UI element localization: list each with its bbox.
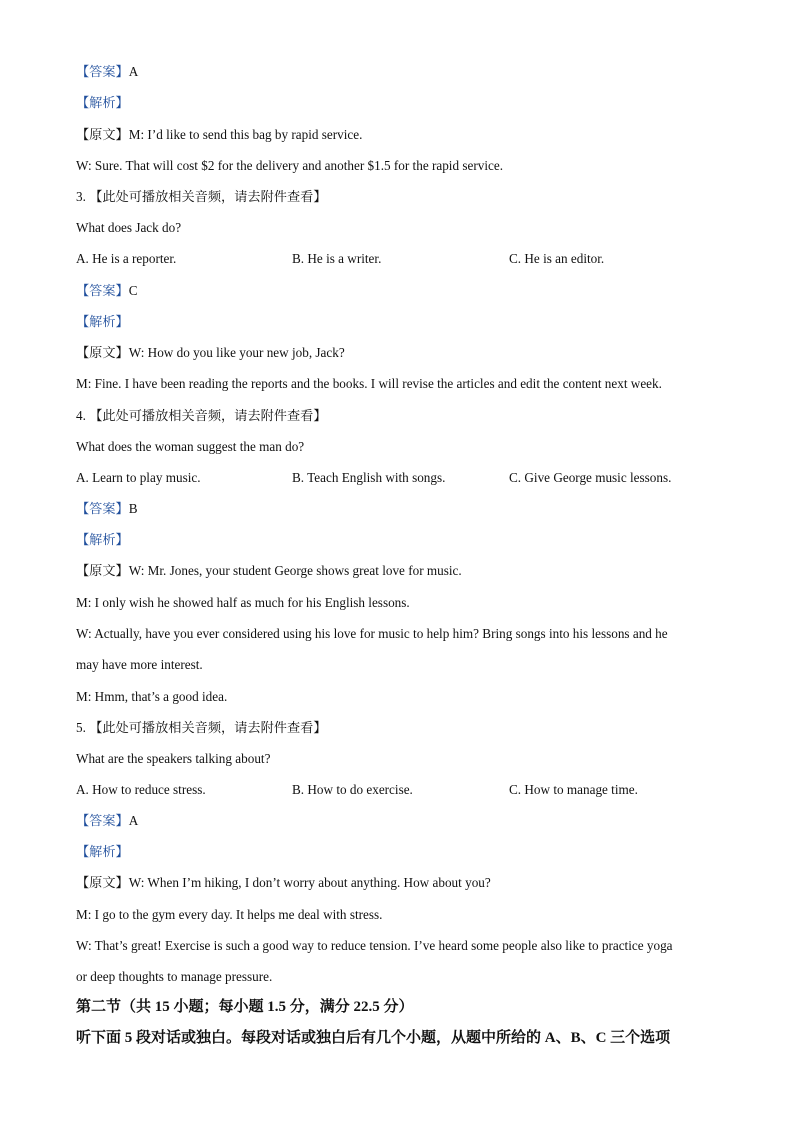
q2-answer-line bbox=[76, 63, 138, 81]
q3-transcript-text: W: How do you like your new job, Jack? bbox=[128, 345, 345, 360]
q4-question: What does the woman suggest the man do? bbox=[76, 439, 305, 454]
q3-question: What does Jack do? bbox=[76, 220, 182, 235]
q2-analysis-line bbox=[76, 94, 129, 112]
q4-transcript-line-1 bbox=[76, 562, 462, 580]
q5-number: 5. bbox=[76, 720, 86, 735]
q4-transcript-line-4: may have more interest. bbox=[76, 657, 203, 672]
q4-answer: B bbox=[128, 501, 138, 516]
q4-option-b: B. Teach English with songs. bbox=[292, 470, 446, 485]
audio-notice: 【此处可播放相关音频，请去附件查看】 bbox=[89, 189, 327, 204]
analysis-label: 【解析】 bbox=[76, 95, 129, 110]
analysis-label: 【解析】 bbox=[76, 314, 129, 329]
transcript-label: 【原文】 bbox=[76, 875, 129, 890]
q5-analysis-line bbox=[76, 843, 129, 861]
q2-transcript-line-2: W: Sure. That will cost $2 for the delivery and another $1.5 for the rapid service. bbox=[76, 158, 503, 173]
transcript-label: 【原文】 bbox=[76, 563, 129, 578]
q5-transcript-line-3: W: That’s great! Exercise is such a good way to reduce tension. I’ve heard some people also like to practice yoga bbox=[76, 938, 673, 953]
q4-number: 4. bbox=[76, 408, 86, 423]
audio-notice: 【此处可播放相关音频，请去附件查看】 bbox=[89, 720, 327, 735]
audio-notice: 【此处可播放相关音频，请去附件查看】 bbox=[89, 408, 327, 423]
q2-transcript-text: M: I’d like to send this bag by rapid service. bbox=[128, 127, 363, 142]
q3-option-c: C. He is an editor. bbox=[509, 251, 605, 266]
analysis-label: 【解析】 bbox=[76, 532, 129, 547]
q4-answer-line bbox=[76, 500, 138, 518]
q4-header bbox=[76, 407, 327, 425]
q3-option-a: A. He is a reporter. bbox=[76, 251, 177, 266]
transcript-label: 【原文】 bbox=[76, 127, 129, 142]
analysis-label: 【解析】 bbox=[76, 844, 129, 859]
q3-transcript-line-2: M: Fine. I have been reading the reports and the books. I will revise the articles and edit the content next week. bbox=[76, 376, 662, 391]
q3-transcript-line-1 bbox=[76, 344, 345, 362]
q3-option-b: B. He is a writer. bbox=[292, 251, 382, 266]
q4-transcript-line-2: M: I only wish he showed half as much for his English lessons. bbox=[76, 595, 410, 610]
answer-label: 【答案】 bbox=[76, 64, 129, 79]
transcript-label: 【原文】 bbox=[76, 345, 129, 360]
q5-option-b: B. How to do exercise. bbox=[292, 782, 413, 797]
q3-header bbox=[76, 188, 327, 206]
section2-instruction: 听下面 5 段对话或独白。每段对话或独白后有几个小题，从题中所给的 A、B、C 三个选项 bbox=[76, 1030, 671, 1046]
q5-option-c: C. How to manage time. bbox=[509, 782, 638, 797]
q4-transcript-line-3: W: Actually, have you ever considered using his love for music to help him? Bring songs into his lessons and he bbox=[76, 626, 668, 641]
q4-option-c: C. Give George music lessons. bbox=[509, 470, 672, 485]
q4-transcript-line-5: M: Hmm, that’s a good idea. bbox=[76, 689, 228, 704]
answer-label: 【答案】 bbox=[76, 813, 129, 828]
section2-heading: 第二节（共 15 小题；每小题 1.5 分，满分 22.5 分） bbox=[76, 999, 414, 1015]
q5-question: What are the speakers talking about? bbox=[76, 751, 271, 766]
q5-header bbox=[76, 719, 327, 737]
q5-transcript-line-4: or deep thoughts to manage pressure. bbox=[76, 969, 273, 984]
q2-answer: A bbox=[128, 64, 139, 79]
q3-answer-line bbox=[76, 282, 138, 300]
q5-answer: A bbox=[128, 813, 139, 828]
answer-label: 【答案】 bbox=[76, 283, 129, 298]
q5-transcript-line-1 bbox=[76, 874, 491, 892]
answer-label: 【答案】 bbox=[76, 501, 129, 516]
q3-analysis-line bbox=[76, 313, 129, 331]
q4-analysis-line bbox=[76, 531, 129, 549]
q4-transcript-text: W: Mr. Jones, your student George shows great love for music. bbox=[128, 563, 462, 578]
q3-answer: C bbox=[128, 283, 138, 298]
q5-answer-line bbox=[76, 812, 138, 830]
q2-transcript-line-1 bbox=[76, 126, 362, 144]
q5-transcript-line-2: M: I go to the gym every day. It helps me deal with stress. bbox=[76, 907, 383, 922]
q5-transcript-text: W: When I’m hiking, I don’t worry about anything. How about you? bbox=[128, 875, 491, 890]
q5-option-a: A. How to reduce stress. bbox=[76, 782, 206, 797]
q3-number: 3. bbox=[76, 189, 86, 204]
q4-option-a: A. Learn to play music. bbox=[76, 470, 201, 485]
